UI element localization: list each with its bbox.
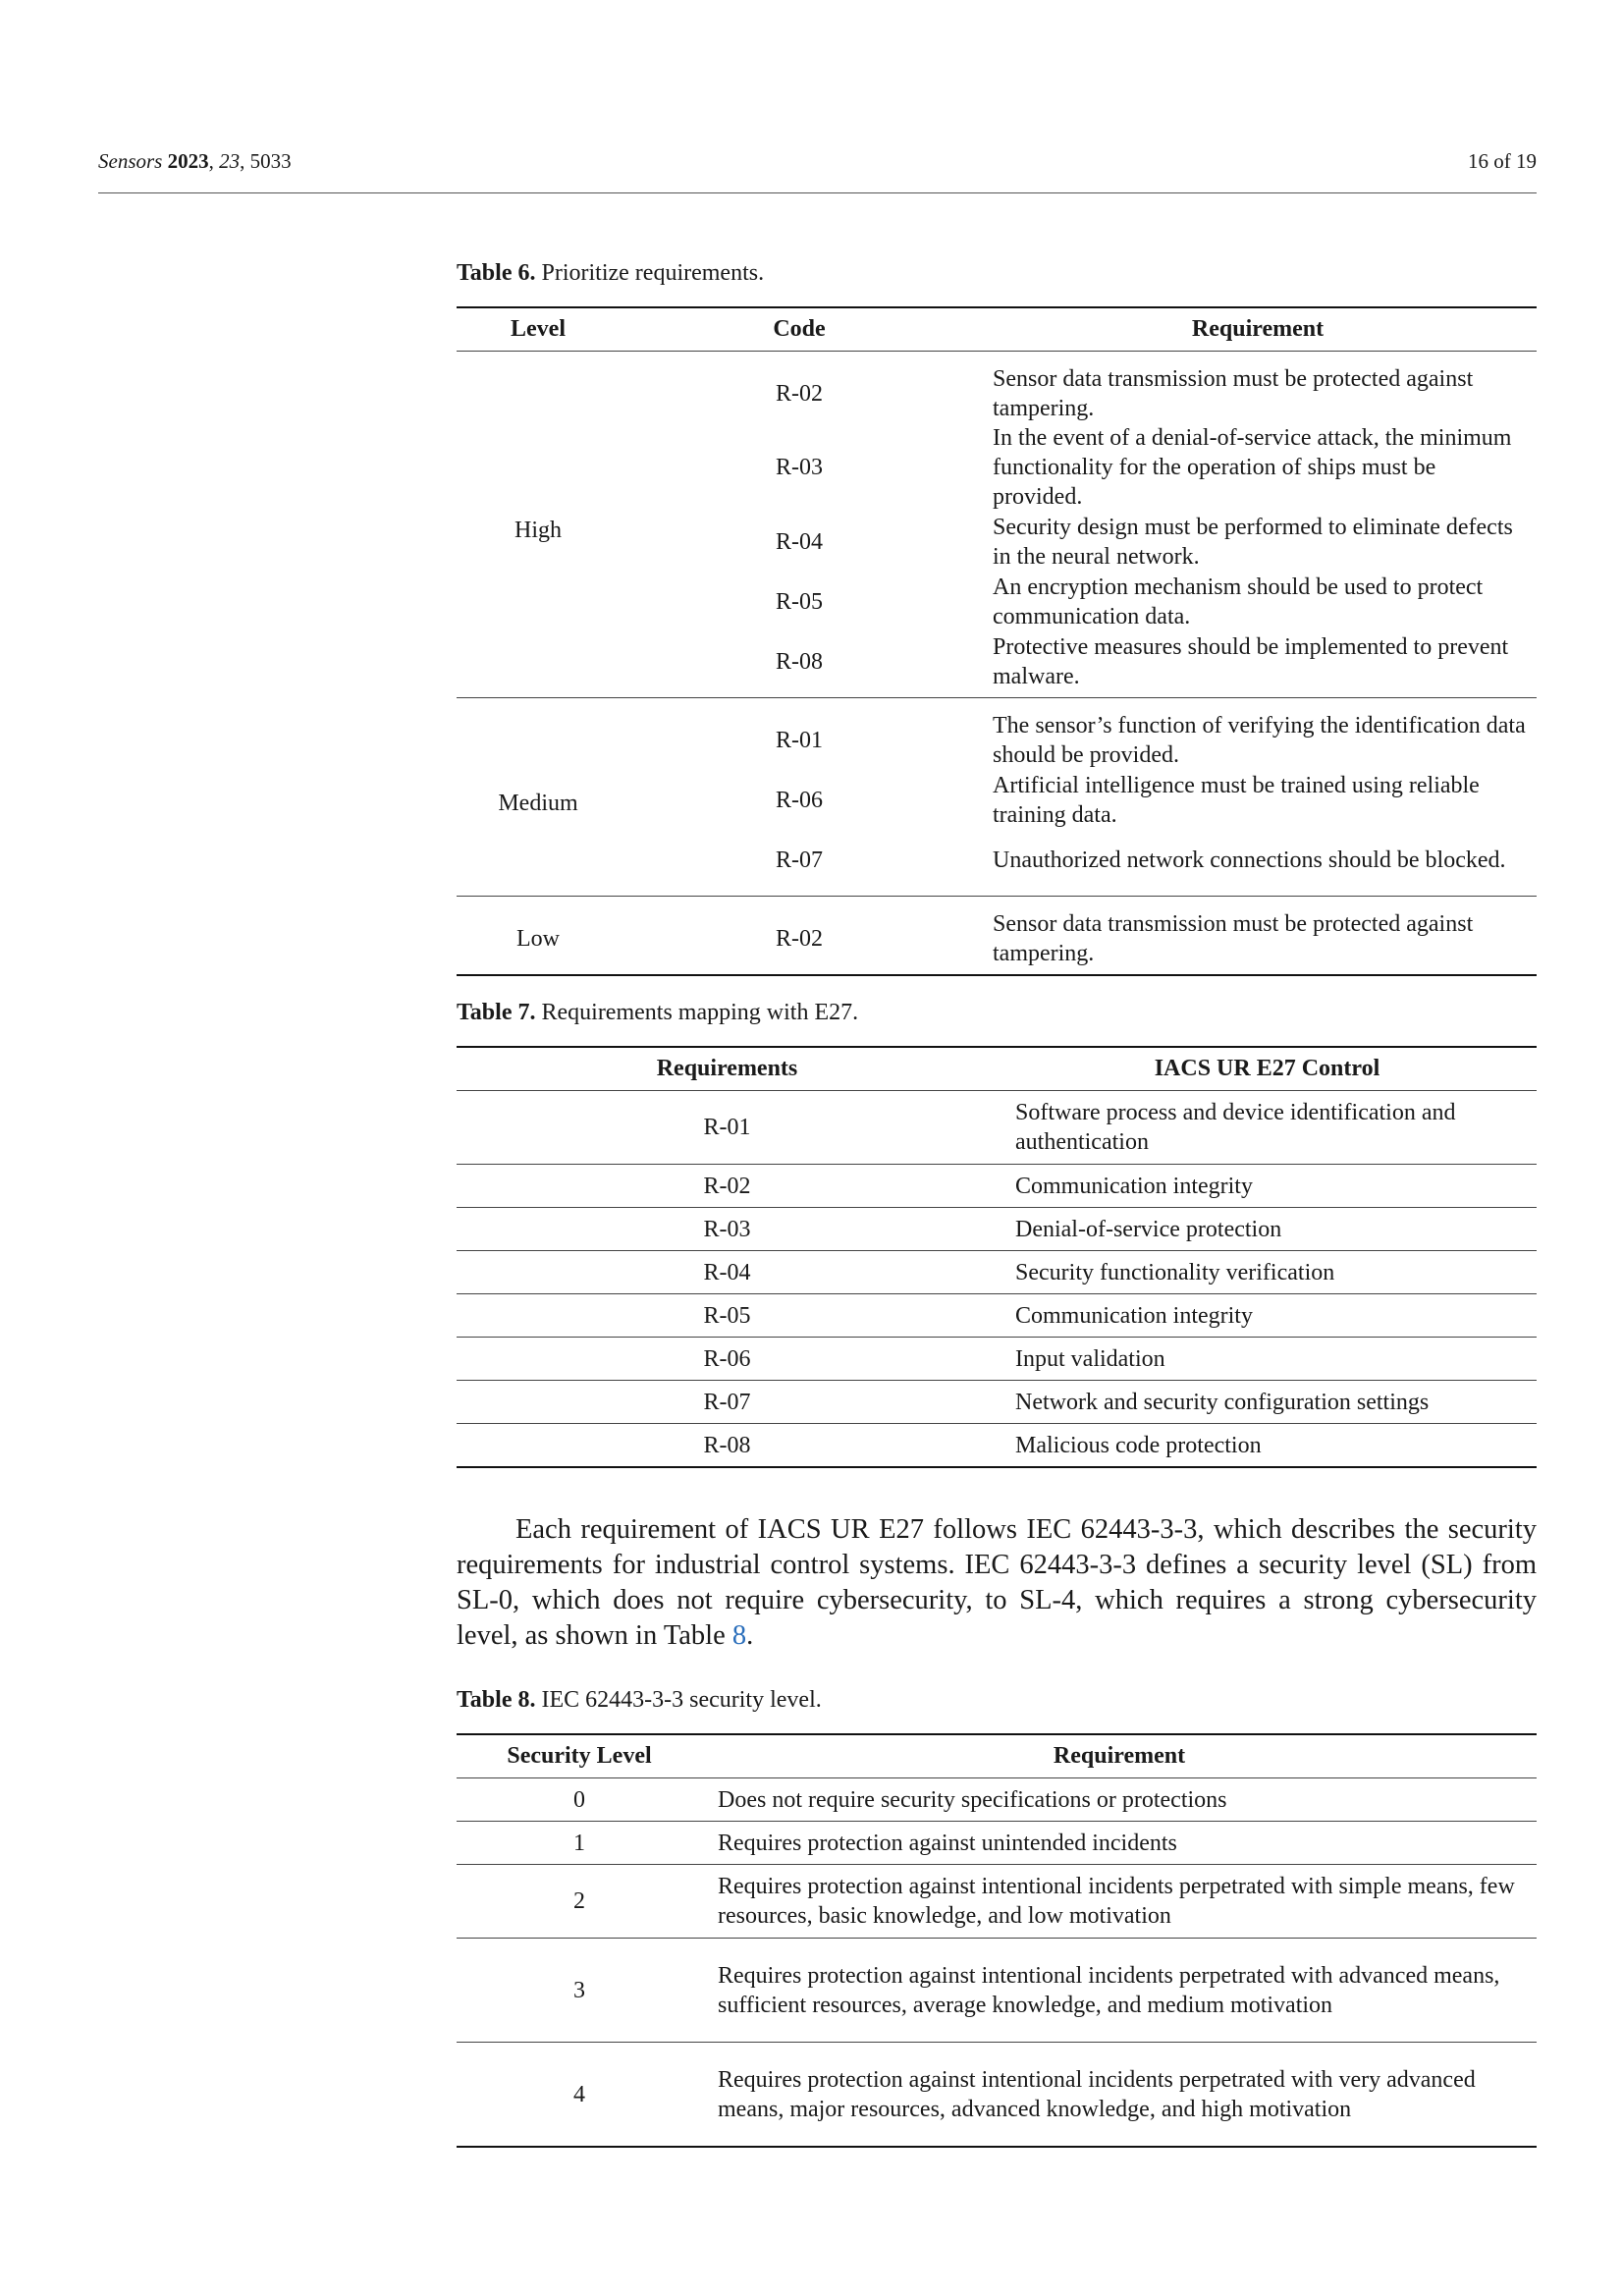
requirement-cell: Sensor data transmission must be protected against tampering.	[993, 365, 1474, 421]
table-6-caption-text: Prioritize requirements.	[541, 260, 765, 286]
table-7-block	[457, 1000, 1537, 1468]
table-row	[457, 352, 1537, 424]
table-row	[457, 1208, 1537, 1251]
table-8-caption	[457, 1687, 1537, 1714]
requirement-cell: Does not require security specifications or protections	[702, 1778, 1537, 1822]
requirement-cell: In the event of a denial-of-service attack, the minimum functionality for the operation of ships must be provided.	[993, 425, 1512, 510]
table-6	[457, 306, 1537, 976]
control-cell: Network and security configuration settings	[998, 1381, 1537, 1424]
requirement-cell: Requires protection against intentional incidents perpetrated with advanced means, sufficient resources, average knowledge, and medium motivation	[702, 1939, 1537, 2043]
table-row	[457, 2043, 1537, 2148]
table-8-caption-text: IEC 62443-3-3 security level.	[541, 1687, 822, 1713]
table-8-header-row	[457, 1734, 1537, 1778]
control-cell: Input validation	[998, 1338, 1537, 1381]
control-cell: Denial-of-service protection	[998, 1208, 1537, 1251]
table-8-caption-label: Table 8.	[457, 1687, 536, 1713]
requirement-cell: Protective measures should be implemented to prevent malware.	[979, 631, 1537, 698]
table-8-block	[457, 1687, 1537, 2148]
paragraph-end: .	[746, 1620, 754, 1651]
control-cell: Software process and device identification and authentication	[998, 1091, 1537, 1165]
requirement-code-cell: R-04	[457, 1251, 998, 1294]
journal-year: 2023	[167, 149, 209, 173]
table-8-header-security-level: Security Level	[457, 1734, 702, 1778]
requirement-code-cell: R-07	[457, 1381, 998, 1424]
table-6-header-level: Level	[457, 307, 620, 352]
code-cell: R-02	[776, 925, 823, 952]
table-row	[457, 1165, 1537, 1208]
table-7	[457, 1046, 1537, 1468]
control-cell: Communication integrity	[998, 1294, 1537, 1338]
journal-volume: 23	[219, 149, 241, 173]
code-cell: R-08	[620, 631, 979, 698]
table-row	[457, 1778, 1537, 1822]
paragraph-text: Each requirement of IACS UR E27 follows IEC 62443-3-3, which describes the security requirements for industrial control systems. IEC 62443-3-3 defines a security level (SL) from SL-0, which does not require cybersecurity, to SL-4, which requires a strong cybersecurity level, as shown in Table	[457, 1514, 1537, 1651]
journal-citation: Sensors 2023, 23, 5033	[98, 149, 292, 173]
table-8-header-requirement: Requirement	[702, 1734, 1537, 1778]
level-low: Low	[516, 925, 560, 952]
table-7-caption-text: Requirements mapping with E27.	[541, 1000, 859, 1025]
requirement-code-cell: R-02	[457, 1165, 998, 1208]
table-6-block	[457, 260, 1537, 976]
table-6-header-row	[457, 307, 1537, 352]
table-7-header-control: IACS UR E27 Control	[998, 1047, 1537, 1091]
table-6-caption-label: Table 6.	[457, 260, 536, 286]
table-7-caption	[457, 1000, 1537, 1026]
table-6-header-code: Code	[620, 307, 979, 352]
requirement-cell: Artificial intelligence must be trained using reliable training data.	[993, 772, 1480, 828]
requirement-cell: Requires protection against intentional incidents perpetrated with very advanced means, major resources, advanced knowledge, and high motivation	[718, 2066, 1476, 2122]
requirement-cell: Requires protection against unintended incidents	[702, 1822, 1537, 1865]
requirement-cell: An encryption mechanism should be used to protect communication data.	[993, 574, 1484, 629]
table-row	[457, 1822, 1537, 1865]
security-level-cell: 3	[457, 1939, 702, 2043]
security-level-cell: 2	[457, 1865, 702, 1939]
table-row	[457, 1091, 1537, 1165]
code-cell: R-04	[776, 528, 823, 555]
code-cell: R-02	[776, 380, 823, 407]
article-number: 5033	[249, 149, 292, 173]
control-cell: Security functionality verification	[998, 1251, 1537, 1294]
control-cell: Communication integrity	[998, 1165, 1537, 1208]
code-cell: R-03	[776, 455, 823, 480]
page-number: 16 of 19	[1468, 149, 1537, 173]
table-row	[457, 1939, 1537, 2043]
table-row	[457, 1294, 1537, 1338]
requirement-cell: Requires protection against intentional incidents perpetrated with simple means, few resources, basic knowledge, and low motivation	[702, 1865, 1537, 1939]
requirement-code-cell: R-08	[703, 1432, 751, 1458]
table-row	[457, 1338, 1537, 1381]
security-level-cell: 0	[457, 1778, 702, 1822]
table-row	[457, 1865, 1537, 1939]
table-8-reference-link[interactable]: 8	[731, 1620, 747, 1651]
security-level-cell: 1	[457, 1822, 702, 1865]
table-7-header-row	[457, 1047, 1537, 1091]
running-header	[98, 149, 1537, 193]
level-medium: Medium	[457, 698, 620, 897]
requirement-cell: Security design must be performed to eliminate defects in the neural network.	[993, 514, 1513, 570]
journal-name: Sensors	[98, 149, 163, 173]
requirement-cell: The sensor’s function of verifying the identification data should be provided.	[993, 712, 1526, 768]
table-7-caption-label: Table 7.	[457, 1000, 536, 1025]
table-7-header-requirements: Requirements	[457, 1047, 998, 1091]
requirement-code-cell: R-05	[457, 1294, 998, 1338]
body-paragraph	[457, 1512, 1537, 1654]
table-6-header-requirement: Requirement	[979, 307, 1537, 352]
code-cell: R-06	[776, 787, 823, 813]
table-row	[457, 1424, 1537, 1468]
table-8	[457, 1733, 1537, 2148]
security-level-cell: 4	[573, 2081, 585, 2107]
level-high: High	[457, 352, 620, 698]
table-6-caption	[457, 260, 1537, 287]
table-row	[457, 698, 1537, 771]
code-cell: R-05	[776, 588, 823, 615]
code-cell: R-01	[776, 727, 823, 753]
requirement-code-cell: R-06	[457, 1338, 998, 1381]
requirement-code-cell: R-03	[457, 1208, 998, 1251]
table-row	[457, 1381, 1537, 1424]
control-cell: Malicious code protection	[1015, 1432, 1262, 1458]
table-row	[457, 1251, 1537, 1294]
requirement-cell: Unauthorized network connections should be blocked.	[979, 830, 1537, 897]
requirement-cell: Sensor data transmission must be protected against tampering.	[993, 910, 1474, 966]
code-cell: R-07	[620, 830, 979, 897]
table-row	[457, 897, 1537, 976]
requirement-code-cell: R-01	[457, 1091, 998, 1165]
